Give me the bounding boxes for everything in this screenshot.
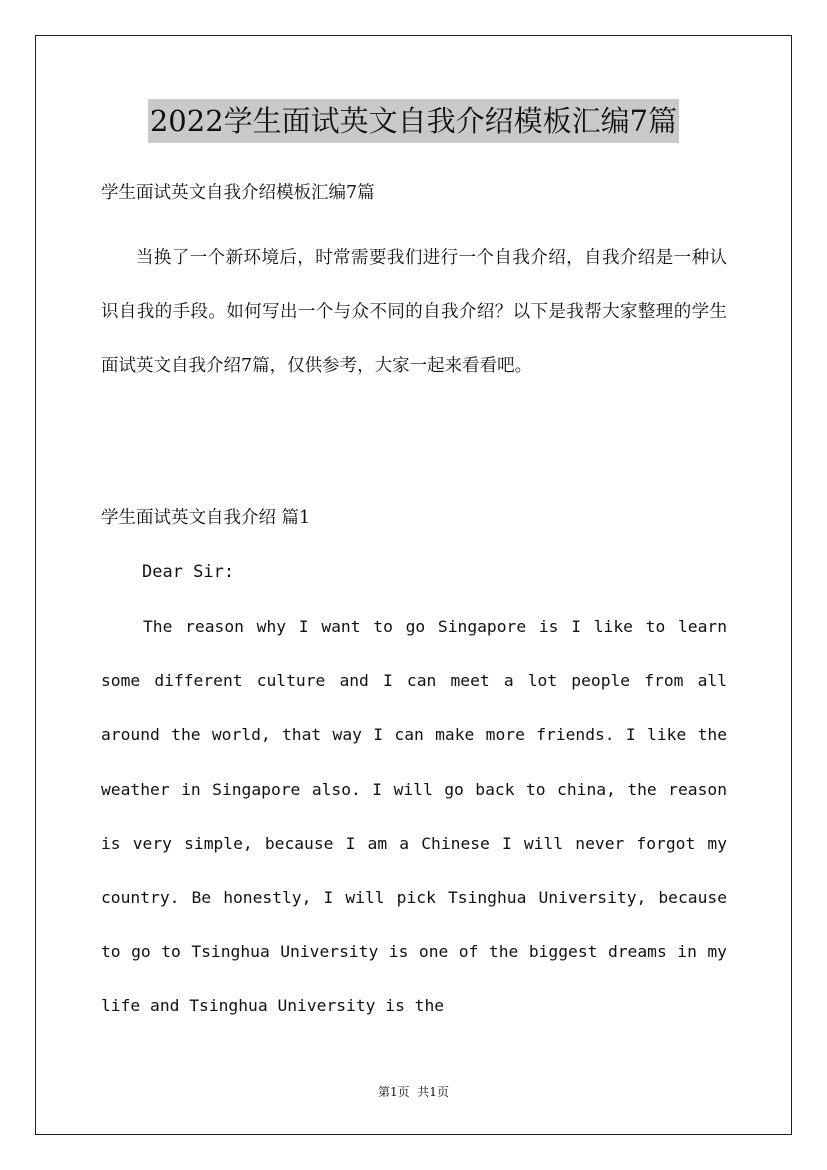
intro-paragraph: 当换了一个新环境后，时常需要我们进行一个自我介绍，自我介绍是一种认识自我的手段。如何写出一个与众不同的自我介绍？以下是我帮大家整理的学生面试英文自我介绍7篇，仅供参考，大家一起来看看吧。 bbox=[101, 248, 727, 376]
letter-body-paragraph: The reason why I want to go Singapore is I like to learn some different culture and I can meet a lot people from all around the world, that way I can make more friends. I like the weather in Singapore also. I will go back to china, the reason is very simple, because I am a Chinese I will never forgot my country. Be honestly, I will pick Tsinghua University, because to go to Tsinghua University is one of the biggest dreams in my life and Tsinghua University is the bbox=[101, 617, 727, 1016]
letter-salutation: Dear Sir: bbox=[142, 562, 235, 582]
page-footer: 第1页 共1页 bbox=[378, 1085, 449, 1099]
document-title: 2022学生面试英文自我介绍模板汇编7篇 bbox=[148, 99, 679, 143]
title-container bbox=[0, 99, 827, 143]
section-heading: 学生面试英文自我介绍 篇1 bbox=[101, 508, 311, 528]
document-subtitle: 学生面试英文自我介绍模板汇编7篇 bbox=[101, 183, 375, 203]
